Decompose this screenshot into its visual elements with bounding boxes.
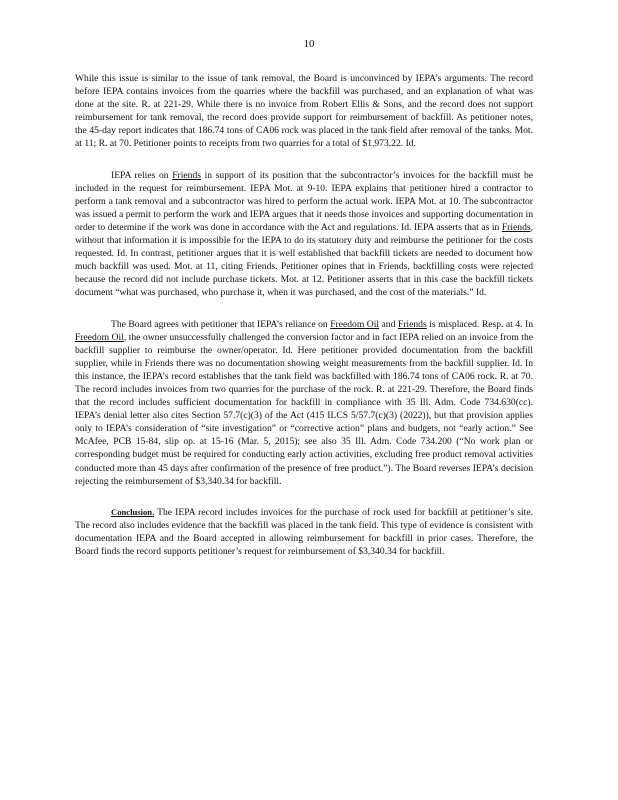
paragraph (75, 72, 533, 151)
case-citation: Freedom Oil (330, 318, 380, 330)
section-heading: Conclusion. (111, 506, 155, 517)
paragraph-text: The Board agrees with petitioner that IEPA’s reliance on (111, 318, 331, 330)
paragraph-text: , the owner unsuccessfully challenged the conversion factor and in fact IEPA relied on an invoice from the backfill supplier to reimburse the owner/operator. Id. Here petitioner provided documentation from the backfill supplier, while in Friends there was no documentation showing weight measurements from the backfill supplier. Id. In this instance, the IEPA’s record establishes that the tank field was backfilled with 186.74 tons of CA06 rock. R. at 70. The record includes invoices from two quarries for the purchase of the rock. R. at 221-29. Therefore, the Board finds that the record includes sufficient documentation for backfill in compliance with 35 Ill. Adm. Code 734.630(cc). IEPA’s denial letter also cites Section 57.7(c)(3) of the Act (415 ILCS 5/57.7(c)(3) (2022)), but that provision applies only to IEPA’s consideration of “site investigation” or “corrective action” plans and budgets, not “early action.” See McAfee, PCB 15-84, slip op. at 15-16 (Mar. 5, 2015); see also 35 Ill. Adm. Code 734.200 (“No work plan or corresponding budget must be required for conducting early action activities, excluding free product removal activities conducted more than 45 days after confirmation of the presence of free product.”). The Board reverses IEPA’s decision rejecting the reimbursement of $3,340.34 for backfill. (75, 331, 533, 487)
case-citation: Friends (172, 169, 201, 181)
paragraph-text: in support of its position that the subcontractor’s invoices for the backfill must be included in the request for reimbursement. IEPA Mot. at 9-10. IEPA explains that petitioner hired a contractor to perform a tank removal and a subcontractor was hired to perform the actual work. IEPA Mot. at 10. The subcontractor was issued a permit to perform the work and IEPA argues that it needs those invoices and supporting documentation in order to determine if the work was done in accordance with the Act and regulations. Id. IEPA asserts that as in (75, 169, 533, 233)
paragraph (75, 506, 533, 558)
paragraph-text: The IEPA record includes invoices for the purchase of rock used for backfill at petitioner’s site. The record also includes evidence that the backfill was placed in the tank field. This type of evidence is consistent with documentation IEPA and the Board accepted in allowing reimbursement for backfill in prior cases. Therefore, the Board finds the record supports petitioner’s request for reimbursement of $3,340.34 for backfill. (75, 506, 533, 557)
paragraph (75, 169, 533, 300)
paragraph-text: and (379, 318, 398, 330)
page-number: 10 (303, 38, 315, 50)
case-citation: Friends (397, 318, 427, 330)
document-body (75, 72, 533, 576)
paragraph-text: IEPA relies on (111, 169, 173, 181)
case-citation: Friends (501, 221, 531, 233)
paragraph-text: is misplaced. Resp. at 4. In (426, 318, 534, 330)
paragraph-text: While this issue is similar to the issue of tank removal, the Board is unconvinced by IEPA’s arguments. The record before IEPA contains invoices from the quarries where the backfill was purchased, and an explanation of what was done at the site. R. at 221-29. While there is no invoice from Robert Ellis & Sons, and the record does not support reimbursement for tank removal, the record does provide support for reimbursement of backfill. As petitioner notes, the 45-day report indicates that 186.74 tons of CA06 rock was placed in the tank field after removal of the tanks. Mot. at 11; R. at 70. Petitioner points to receipts from two quarries for a total of $1,973.22. Id. (75, 73, 533, 150)
paragraph (75, 318, 533, 488)
case-citation: Freedom Oil (75, 331, 124, 343)
paragraph-text: , without that information it is impossible for the IEPA to do its statutory duty and reimburse the petitioner for the costs requested. Id. In contrast, petitioner argues that it is well established that backfill tickets are needed to document how much backfill was used. Mot. at 11, citing Friends. Petitioner opines that in Friends, backfilling costs were rejected because the record did not include purchase tickets. Mot. at 12. Petitioner asserts that in this case the backfill tickets document “what was purchased, who purchase it, when it was purchased, and the cost of the materials.” Id. (75, 221, 533, 299)
